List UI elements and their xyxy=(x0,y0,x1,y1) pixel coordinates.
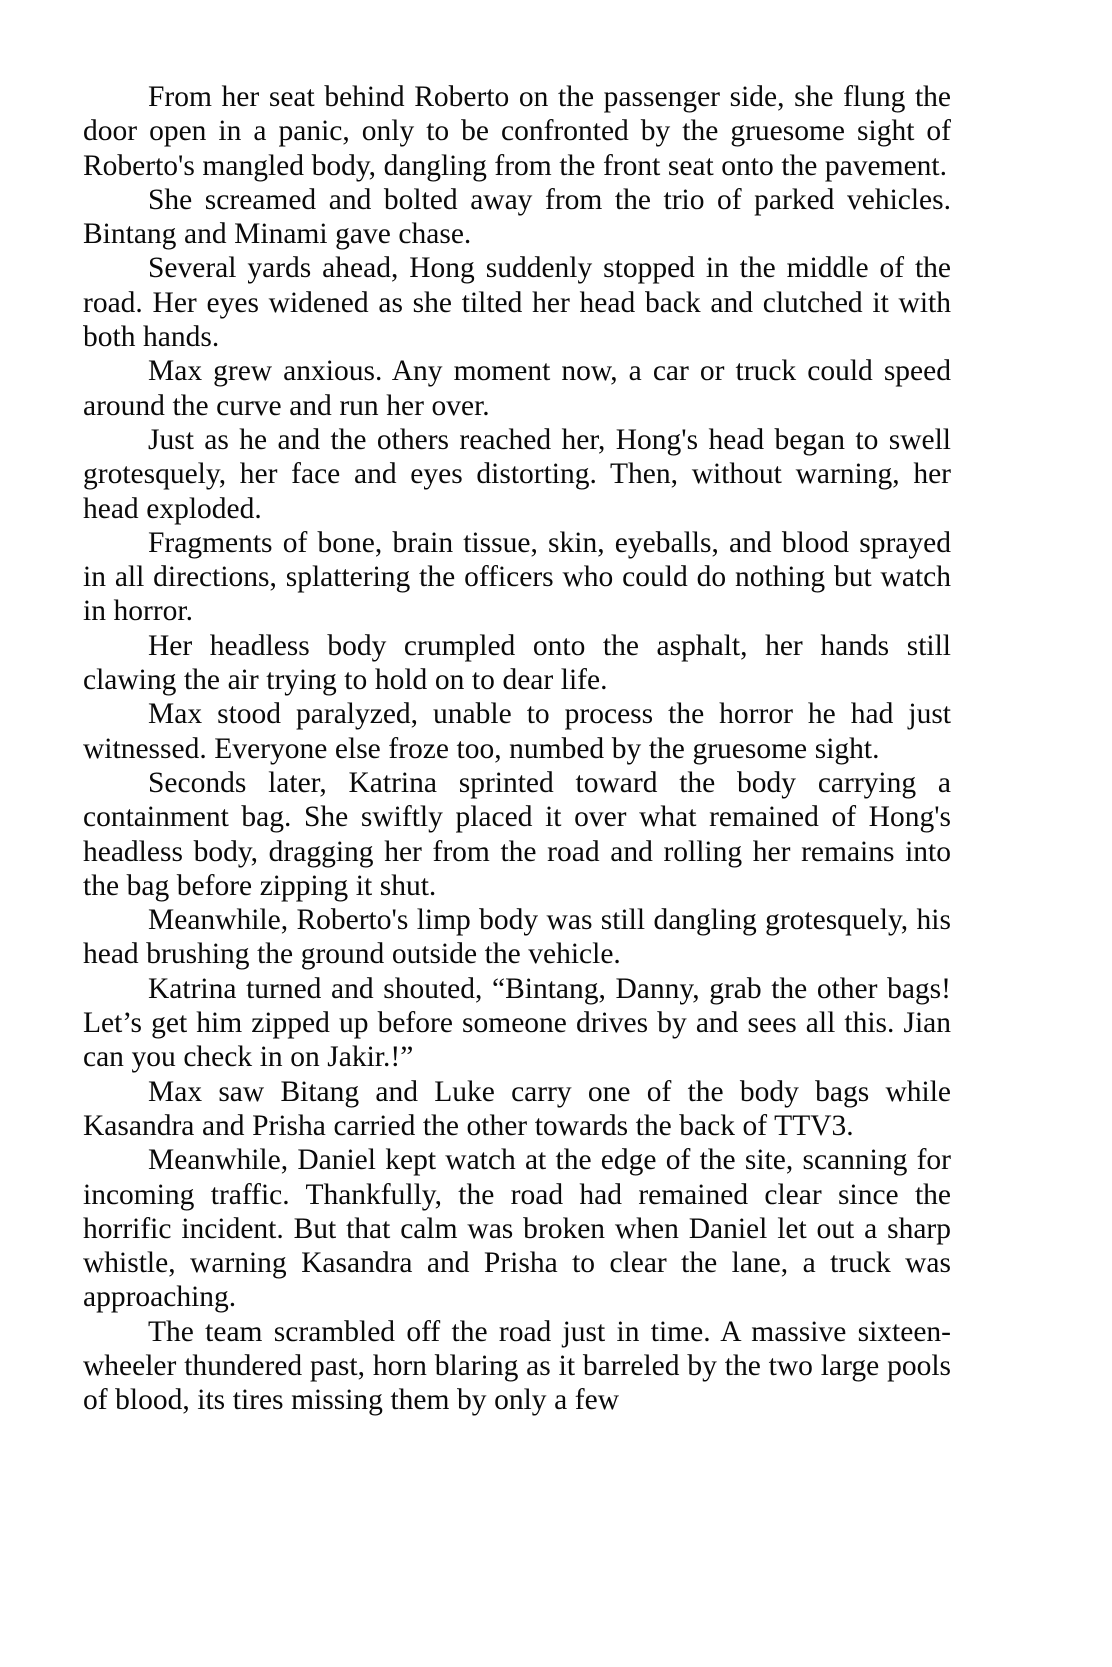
paragraph: Max grew anxious. Any moment now, a car or truck could speed around the curve and run her over. xyxy=(83,355,951,422)
paragraph: From her seat behind Roberto on the passenger side, she flung the door open in a panic, only to be confronted by the gruesome sight of Roberto's mangled body, dangling from the front seat onto the pavement. xyxy=(83,81,951,182)
paragraph: Several yards ahead, Hong suddenly stopped in the middle of the road. Her eyes widened as she tilted her head back and clutched it with both hands. xyxy=(83,252,951,354)
paragraph: She screamed and bolted away from the trio of parked vehicles. Bintang and Minami gave chase. xyxy=(83,183,951,251)
paragraph: Just as he and the others reached her, Hong's head began to swell grotesquely, her face and eyes distorting. Then, without warning, her head exploded. xyxy=(83,423,951,525)
paragraph: Seconds later, Katrina sprinted toward the body carrying a containment bag. She swiftly placed it over what remained of Hong's headless body, dragging her from the road and rolling her remains into the bag before zipping it shut. xyxy=(83,766,951,902)
paragraph: Her headless body crumpled onto the asphalt, her hands still clawing the air trying to hold on to dear life. xyxy=(83,629,951,697)
paragraph: The team scrambled off the road just in time. A massive sixteen-wheeler thundered past, horn blaring as it barreled by the two large pools of blood, its tires missing them by only a few xyxy=(83,1315,951,1417)
paragraph: Meanwhile, Roberto's limp body was still dangling grotesquely, his head brushing the ground outside the vehicle. xyxy=(83,904,951,971)
paragraph: Max stood paralyzed, unable to process the horror he had just witnessed. Everyone else froze too, numbed by the gruesome sight. xyxy=(83,698,951,765)
paragraph: Katrina turned and shouted, “Bintang, Danny, grab the other bags! Let’s get him zipped up before someone drives by and sees all this. Jian can you check in on Jakir.!” xyxy=(83,972,951,1074)
page-text-block xyxy=(83,80,951,1418)
paragraph: Max saw Bitang and Luke carry one of the body bags while Kasandra and Prisha carried the other towards the back of TTV3. xyxy=(83,1075,951,1142)
paragraph: Meanwhile, Daniel kept watch at the edge of the site, scanning for incoming traffic. Thankfully, the road had remained clear since the horrific incident. But that calm was broken when Daniel let out a sharp whistle, warning Kasandra and Prisha to clear the lane, a truck was approaching. xyxy=(83,1144,951,1314)
paragraph: Fragments of bone, brain tissue, skin, eyeballs, and blood sprayed in all directions, splattering the officers who could do nothing but watch in horror. xyxy=(83,526,951,628)
